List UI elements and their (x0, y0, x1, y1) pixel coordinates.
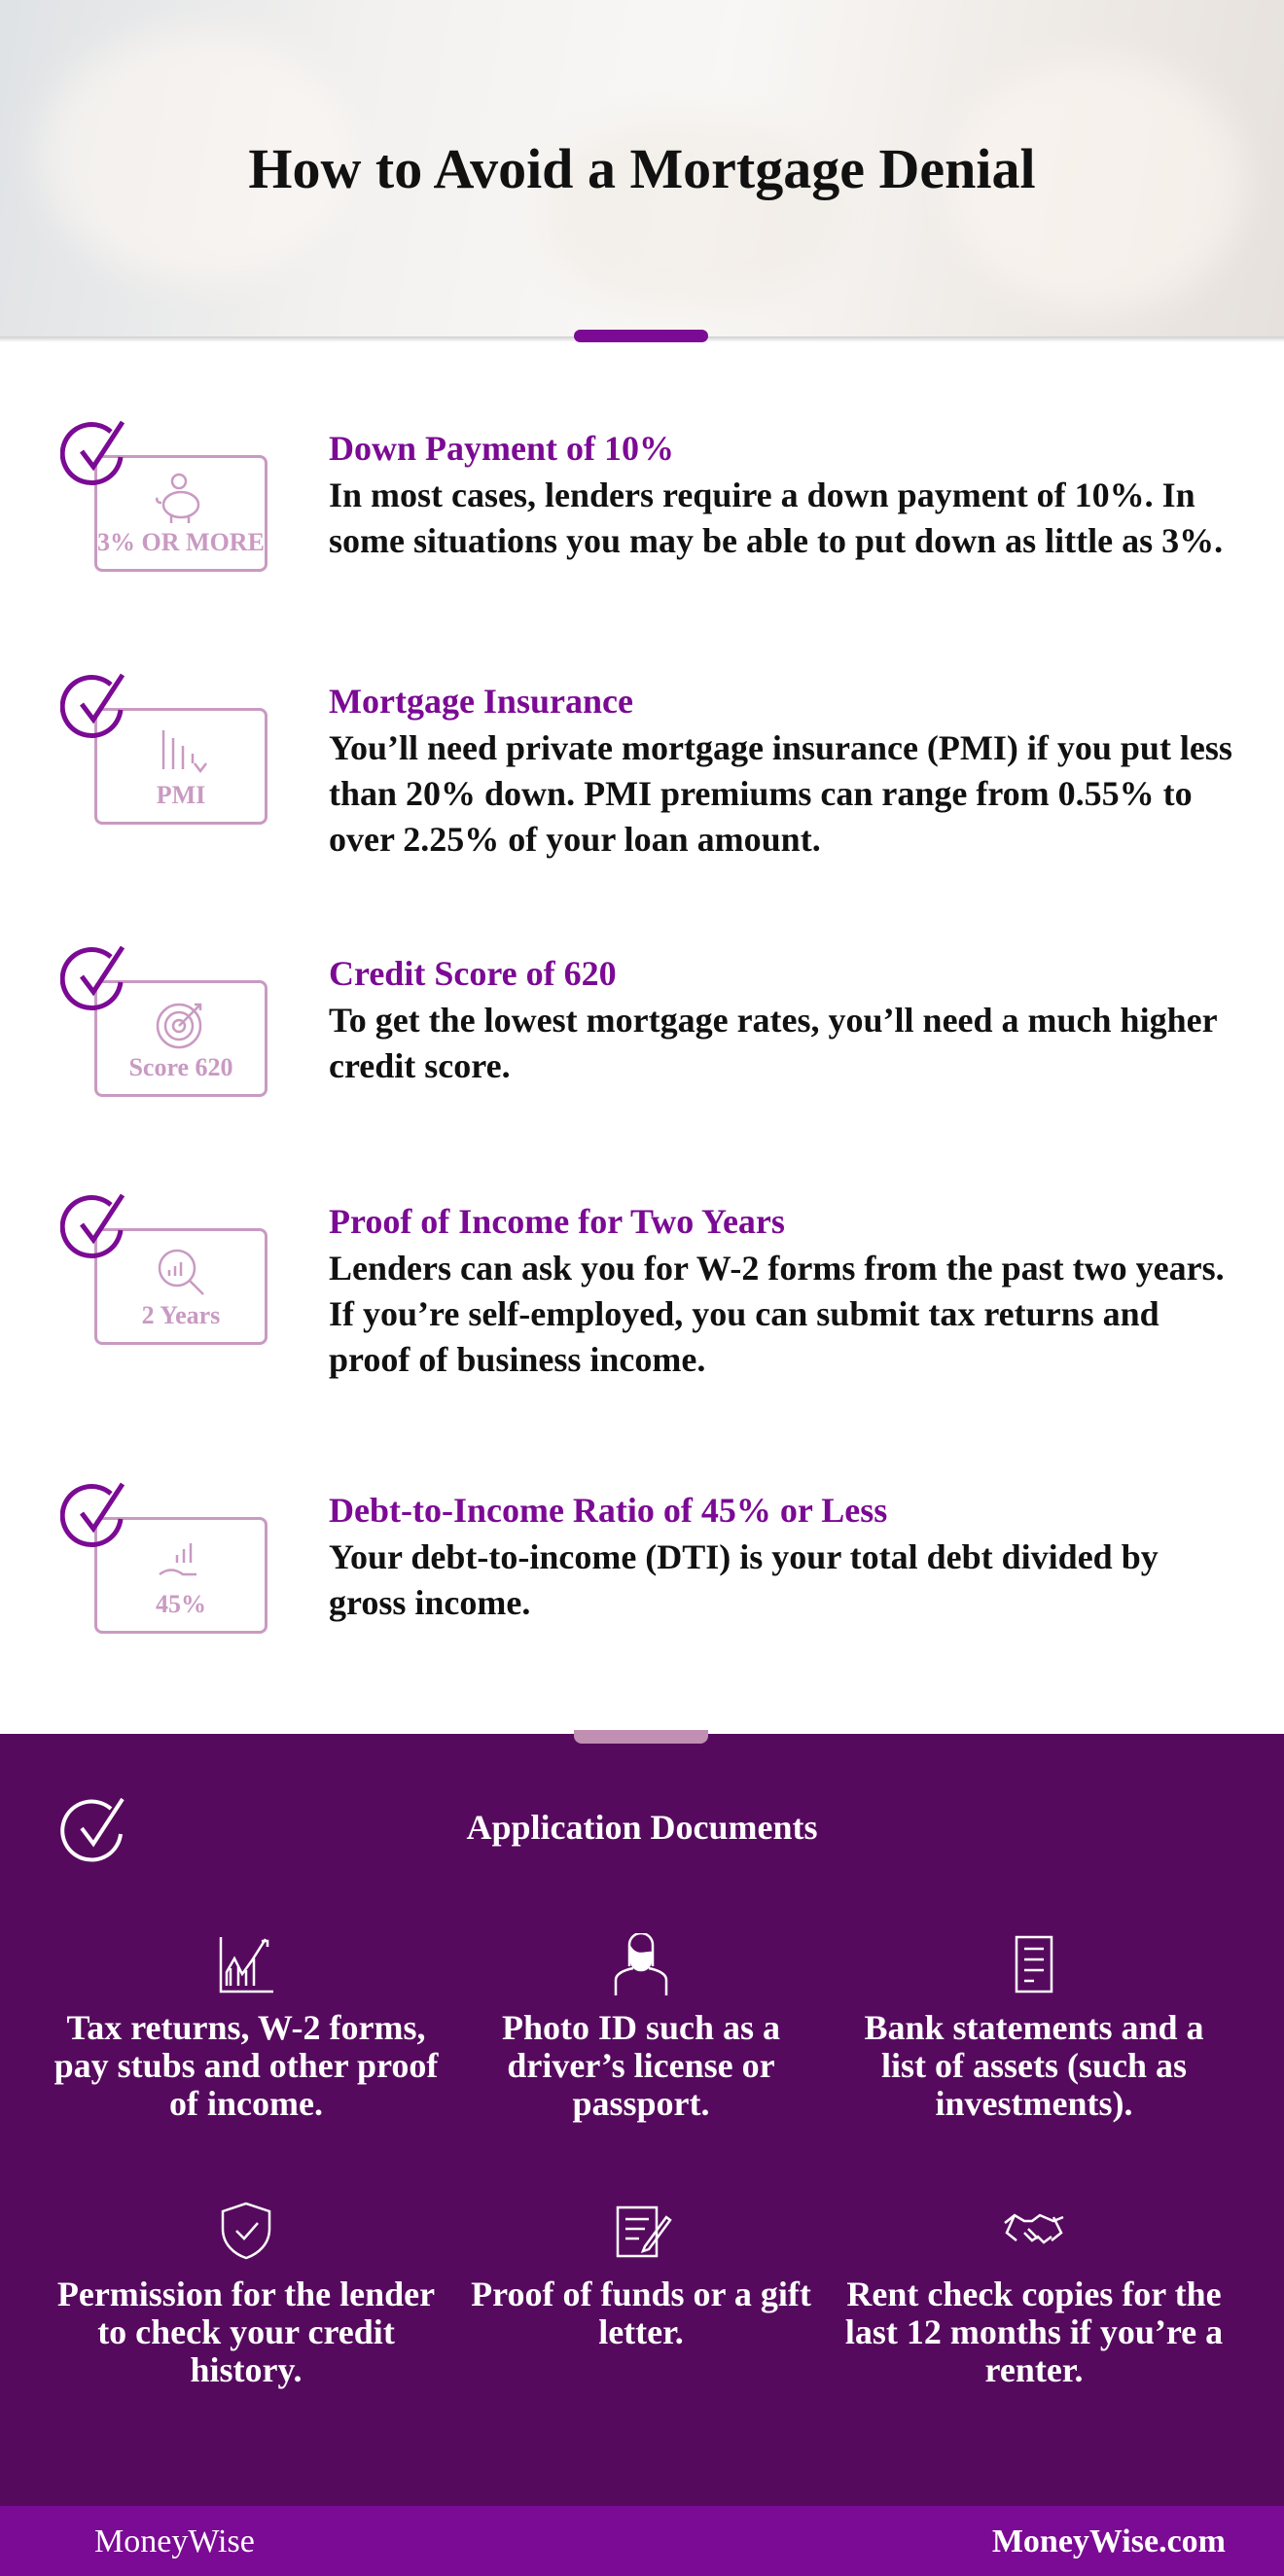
document-item (52, 2200, 441, 2389)
item-body: Your debt-to-income (DTI) is your total debt divided by gross income. (329, 1537, 1159, 1622)
site-link[interactable]: MoneyWise.com (991, 2523, 1226, 2559)
check-circle-icon (60, 418, 130, 488)
handshake-icon (1003, 2200, 1065, 2262)
footer (0, 2506, 1284, 2576)
document-text: Rent check copies for the last 12 months if you’re a renter. (844, 2275, 1224, 2389)
item-body: You’ll need private mortgage insurance (PMI) if you put less than 20% down. PMI premiums can range from 0.55% to over 2.25% of your loan amount. (329, 728, 1232, 859)
document-text: Tax returns, W-2 forms, pay stubs and other proof of income. (54, 2008, 439, 2123)
document-text: Photo ID such as a driver’s license or passport. (501, 2008, 781, 2123)
item-body: In most cases, lenders require a down payment of 10%. In some situations you may be able to put down as little as 3%. (329, 476, 1224, 560)
brand-logo: MoneyWise (94, 2523, 255, 2559)
document-item (839, 2200, 1229, 2389)
document-icon (1003, 1933, 1065, 1995)
document-item (839, 1933, 1229, 2123)
item-title: Debt-to-Income Ratio of 45% or Less (329, 1491, 888, 1530)
check-circle-icon (60, 1191, 130, 1261)
item-title: Mortgage Insurance (329, 682, 633, 721)
target-icon (152, 997, 210, 1051)
item-body: To get the lowest mortgage rates, you’ll need a much higher credit score. (329, 1001, 1217, 1085)
section-tab (574, 1730, 708, 1744)
badge-label: Score 620 (128, 1053, 233, 1081)
document-item (446, 1933, 836, 2123)
form-pen-icon (610, 2200, 672, 2262)
documents-title: Application Documents (466, 1808, 818, 1847)
page-title: How to Avoid a Mortgage Denial (248, 137, 1036, 200)
growth-chart-icon (215, 1933, 277, 1995)
badge-label: 3% OR MORE (97, 528, 265, 556)
item-title: Credit Score of 620 (329, 954, 617, 993)
hand-chart-icon (152, 1534, 210, 1588)
badge-label: 2 Years (141, 1301, 221, 1329)
item-title: Down Payment of 10% (329, 429, 674, 468)
document-text: Bank statements and a list of assets (such as investments). (864, 2008, 1204, 2123)
magnifier-chart-icon (152, 1245, 210, 1299)
check-circle-icon (60, 943, 130, 1013)
declining-chart-icon (152, 724, 210, 779)
check-circle-icon (60, 671, 130, 741)
item-body: Lenders can ask you for W-2 forms from the past two years. If you’re self-employed, you can submit tax returns and proof of business income. (329, 1249, 1225, 1379)
document-item (446, 2200, 836, 2351)
document-text: Permission for the lender to check your credit history. (56, 2275, 436, 2389)
shield-check-icon (215, 2200, 277, 2262)
item-title: Proof of Income for Two Years (329, 1202, 785, 1241)
badge-label: PMI (156, 781, 206, 809)
person-icon (610, 1933, 672, 1995)
piggy-bank-icon (152, 472, 210, 526)
check-circle-icon (60, 1480, 130, 1550)
badge-label: 45% (156, 1590, 206, 1618)
document-item (52, 1933, 441, 2123)
document-text: Proof of funds or a gift letter. (471, 2275, 811, 2351)
accent-pill (574, 330, 708, 342)
